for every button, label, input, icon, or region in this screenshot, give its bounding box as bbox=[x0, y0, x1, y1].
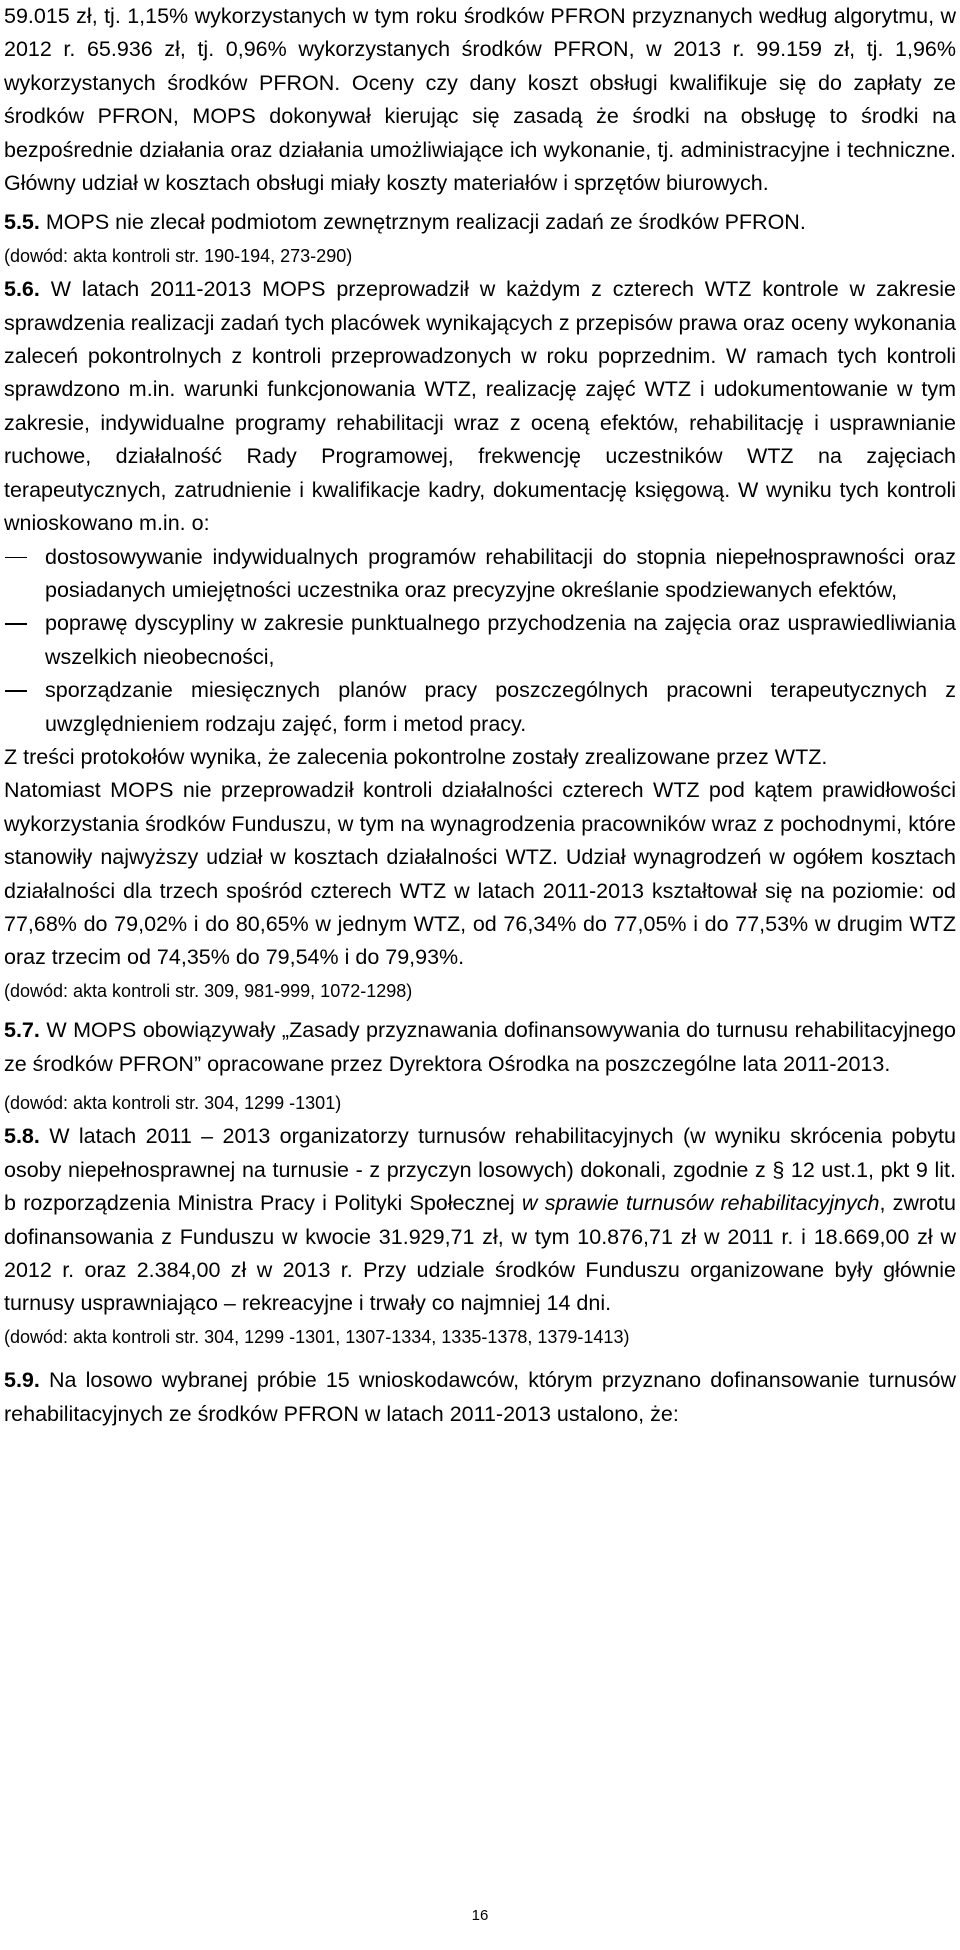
recommendations-list bbox=[4, 541, 956, 741]
list-item: sporządzanie miesięcznych planów pracy poszczególnych pracowni terapeutycznych z uwzględnieniem rodzaju zajęć, form i metod pracy. bbox=[45, 678, 956, 736]
section-5-5 bbox=[4, 206, 956, 239]
section-5-6 bbox=[4, 273, 956, 540]
evidence-reference: (dowód: akta kontroli str. 190-194, 273-290) bbox=[4, 245, 353, 266]
section-number: 5.5. bbox=[4, 210, 40, 235]
regulation-title: w sprawie turnusów rehabilitacyjnych bbox=[521, 1191, 880, 1216]
paragraph-no-financial-control: Natomiast MOPS nie przeprowadził kontroli działalności czterech WTZ pod kątem prawidłowości wykorzystania środków Funduszu, w tym na wynagrodzenia pracowników wraz z pochodnymi, które stanowiły najwyższy udział w kosztach działalności WTZ. Udział wynagrodzeń w ogółem kosztach działalności dla trzech spośród czterech WTZ w latach 2011-2013 kształtował się na poziomie: od 77,68% do 79,02% i do 80,65% w jednym WTZ, od 76,34% do 77,05% i do 77,53% w drugim WTZ oraz trzecim od 74,35% do 79,54% i do 79,93%. bbox=[4, 778, 956, 970]
evidence-reference: (dowód: akta kontroli str. 309, 981-999, 1072-1298) bbox=[4, 980, 413, 1001]
document-page bbox=[4, 0, 956, 1950]
section-text: , zwrotu dofinansowania z Funduszu w kwocie 31.929,71 zł, w tym 10.876,71 zł w 2011 r. i 18.669,00 zł w 2012 r. oraz 2.384,00 zł w 2013 r. Przy udziale środków Funduszu organizowane były głównie turnusy usprawniająco – rekreacyjne i trwały co najmniej 14 dni. bbox=[4, 1191, 956, 1316]
section-number: 5.6. bbox=[4, 277, 40, 302]
list-item: poprawę dyscypliny w zakresie punktualnego przychodzenia na zajęcia oraz usprawiedliwiania wszelkich nieobecności, bbox=[45, 611, 956, 669]
section-text: W MOPS obowiązywały „Zasady przyznawania dofinansowywania do turnusu rehabilitacyjnego ze środków PFRON” opracowane przez Dyrektora Ośrodka na poszczególne lata 2011-2013. bbox=[4, 1018, 956, 1076]
section-text: MOPS nie zlecał podmiotom zewnętrznym realizacji zadań ze środków PFRON. bbox=[39, 210, 806, 235]
page-number: 16 bbox=[471, 1907, 489, 1924]
section-number: 5.8. bbox=[4, 1124, 40, 1149]
section-number: 5.7. bbox=[4, 1018, 40, 1043]
section-text: W latach 2011-2013 MOPS przeprowadził w każdym z czterech WTZ kontrole w zakresie sprawdzenia realizacji zadań tych placówek wynikających z przepisów prawa oraz oceny wykonania zaleceń pokontrolnych z kontroli przeprowadzonych w roku poprzednim. W ramach tych kontroli sprawdzono m.in. warunki funkcjonowania WTZ, realizację zajęć WTZ i udokumentowanie w tym zakresie, indywidualne programy rehabilitacji wraz z oceną efektów, rehabilitację i usprawnianie ruchowe, działalność Rady Programowej, frekwencję uczestników WTZ na zajęciach terapeutycznych, zatrudnienie i kwalifikacje kadry, dokumentację księgową. W wyniku tych kontroli wnioskowano m.in. o: bbox=[4, 277, 956, 536]
paragraph-service-costs: 59.015 zł, tj. 1,15% wykorzystanych w tym roku środków PFRON przyznanych według algorytmu, w 2012 r. 65.936 zł, tj. 0,96% wykorzystanych środków PFRON, w 2013 r. 99.159 zł, tj. 1,96% wykorzystanych środków PFRON. Oceny czy dany koszt obsługi kwalifikuje się do zapłaty ze środków PFRON, MOPS dokonywał kierując się zasadą że środki na obsługę to środki na bezpośrednie działania oraz działania umożliwiające ich wykonanie, tj. administracyjne i techniczne. Główny udział w kosztach obsługi miały koszty materiałów i sprzętów biurowych. bbox=[4, 4, 956, 196]
evidence-reference: (dowód: akta kontroli str. 304, 1299 -1301) bbox=[4, 1093, 342, 1113]
evidence-reference: (dowód: akta kontroli str. 304, 1299 -1301, 1307-1334, 1335-1378, 1379-1413) bbox=[4, 1326, 630, 1347]
paragraph-recommendations-done: Z treści protokołów wynika, że zalecenia pokontrolne zostały zrealizowane przez WTZ. bbox=[4, 744, 828, 769]
section-5-9 bbox=[4, 1364, 956, 1431]
section-text: W latach 2011 – 2013 organizatorzy turnusów rehabilitacyjnych (w wyniku skrócenia pobytu osoby niepełnosprawnej na turnusie - z przyczyn losowych) dokonali, zgodnie z § 12 ust.1, pkt 9 lit. b rozporządzenia Ministra Pracy i Polityki Społecznej bbox=[4, 1124, 956, 1216]
list-item: dostosowywanie indywidualnych programów rehabilitacji do stopnia niepełnosprawności oraz posiadanych umiejętności uczestnika oraz precyzyjne określanie spodziewanych efektów, bbox=[45, 544, 956, 602]
section-number: 5.9. bbox=[4, 1368, 40, 1393]
section-text: Na losowo wybranej próbie 15 wnioskodawców, którym przyznano dofinansowanie turnusów rehabilitacyjnych ze środków PFRON w latach 2011-2013 ustalono, że: bbox=[4, 1368, 956, 1426]
section-5-7 bbox=[4, 1014, 956, 1081]
section-5-8 bbox=[4, 1120, 956, 1320]
